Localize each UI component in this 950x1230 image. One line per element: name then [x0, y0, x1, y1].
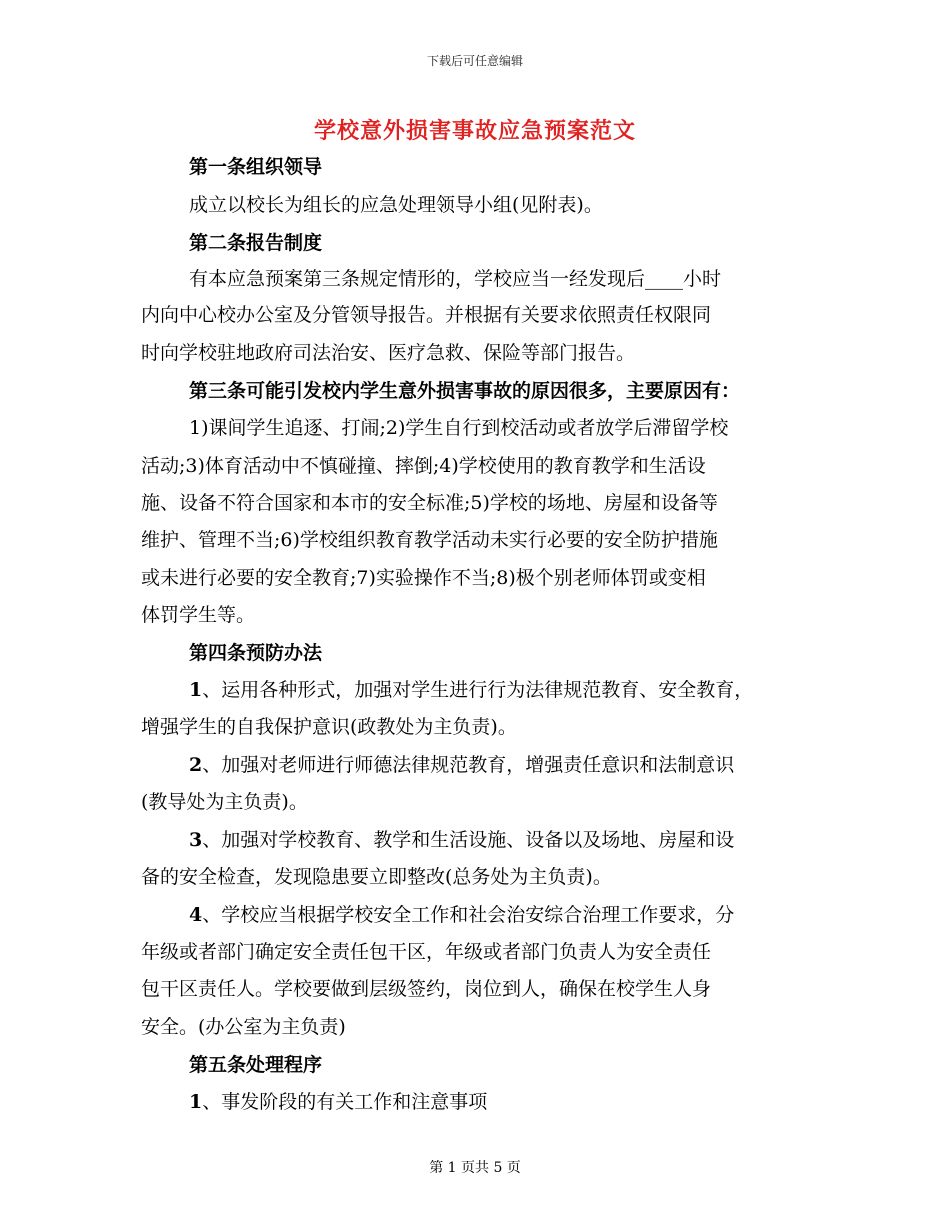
header-note: 下载后可任意编辑 [426, 54, 523, 68]
section-3-line-6: 体罚学生等。 [141, 604, 256, 626]
item-text: 、运用各种形式，加强对学生进行行为法律规范教育、安全教育， [202, 679, 754, 701]
section-4-item-4-line-3: 包干区责任人。学校要做到层级签约，岗位到人，确保在校学生人身 [141, 978, 712, 1000]
section-4-item-4-line-4: 安全。(办公室为主负责) [141, 1016, 346, 1038]
section-4-item-4-line-2: 年级或者部门确定安全责任包干区，年级或者部门负责人为安全责任 [141, 941, 712, 963]
section-3-heading: 第三条可能引发校内学生意外损害事故的原因很多，主要原因有： [189, 380, 741, 402]
section-4-item-2-line-1 [189, 752, 734, 778]
section-3-line-4: 维护、管理不当;6)学校组织教育教学活动未实行必要的安全防护措施 [141, 529, 718, 551]
section-4-heading: 第四条预防办法 [189, 642, 323, 664]
item-text: 、加强对老师进行师德法律规范教育，增强责任意识和法制意识 [202, 754, 735, 776]
section-3-line-3: 施、设备不符合国家和本市的安全标准;5)学校的场地、房屋和设备等 [141, 492, 718, 514]
section-3-line-2: 活动;3)体育活动中不慎碰撞、摔倒;4)学校使用的教育教学和生活设 [141, 455, 706, 477]
item-number: 1 [189, 679, 203, 701]
item-number: 4 [189, 904, 203, 926]
section-2-line-3: 时向学校驻地政府司法治安、医疗急救、保险等部门报告。 [141, 342, 636, 364]
section-4-item-1-line-1 [189, 677, 753, 703]
section-1-paragraph: 成立以校长为组长的应急处理领导小组(见附表)。 [189, 194, 603, 216]
section-5-item-1-line-1 [189, 1089, 487, 1115]
section-4-item-3-line-2: 备的安全检查，发现隐患要立即整改(总务处为主负责)。 [141, 866, 612, 888]
item-text: 、学校应当根据学校安全工作和社会治安综合治理工作要求，分 [202, 904, 735, 926]
section-4-item-2-line-2: (教导处为主负责)。 [141, 791, 308, 813]
section-4-item-1-line-2: 增强学生的自我保护意识(政教处为主负责)。 [141, 716, 517, 738]
section-3-line-5: 或未进行必要的安全教育;7)实验操作不当;8)极个别老师体罚或变相 [141, 567, 706, 589]
section-2-line-2: 内向中心校办公室及分管领导报告。并根据有关要求依照责任权限同 [141, 304, 712, 326]
section-3-line-1: 1)课间学生追逐、打闹;2)学生自行到校活动或者放学后滞留学校 [189, 417, 729, 439]
item-text: 、事发阶段的有关工作和注意事项 [202, 1091, 488, 1113]
item-number: 3 [189, 829, 203, 851]
item-number: 2 [189, 754, 203, 776]
item-number: 1 [189, 1091, 203, 1113]
section-4-item-3-line-1 [189, 827, 734, 853]
section-1-heading: 第一条组织领导 [189, 156, 323, 178]
section-4-item-4-line-1 [189, 902, 734, 928]
page-footer: 第 1 页共 5 页 [429, 1160, 521, 1176]
document-title: 学校意外损害事故应急预案范文 [313, 118, 636, 144]
section-2-line-1: 有本应急预案第三条规定情形的，学校应当一经发现后____小时 [189, 268, 722, 290]
item-text: 、加强对学校教育、教学和生活设施、设备以及场地、房屋和设 [202, 829, 735, 851]
section-2-heading: 第二条报告制度 [189, 232, 323, 254]
section-5-heading: 第五条处理程序 [189, 1054, 323, 1076]
